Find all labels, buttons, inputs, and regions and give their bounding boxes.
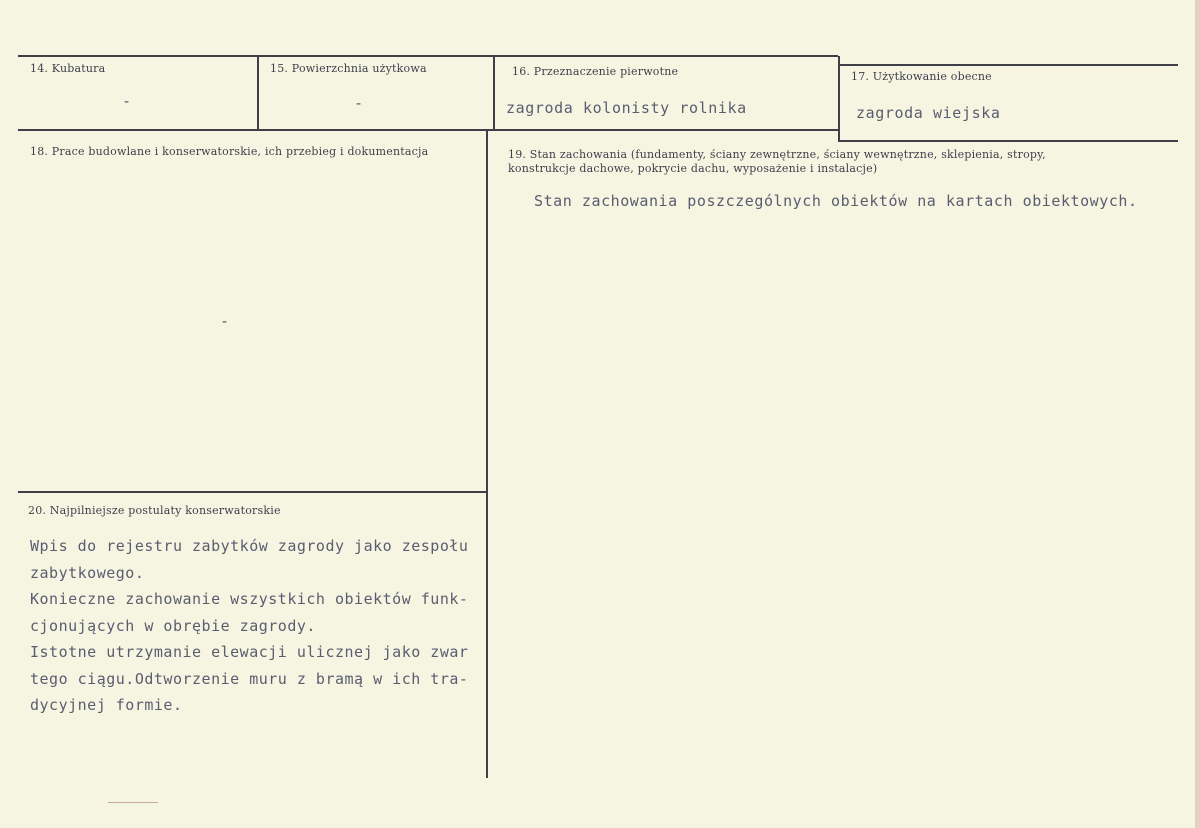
field-16-label: 16. Przeznaczenie pierwotne — [512, 65, 679, 78]
field-18-value: - — [220, 312, 230, 330]
divider-15-16 — [493, 56, 495, 130]
postulate-line: cjonujących w obrębie zagrody. — [30, 616, 316, 635]
field-20-postulates — [30, 533, 468, 719]
divider-14-15 — [257, 56, 259, 130]
field-19-label-line2: konstrukcje dachowe, pokrycie dachu, wyposażenie i instalacje) — [508, 162, 878, 175]
field-19-value: Stan zachowania poszczególnych obiektów na kartach obiektowych. — [534, 192, 1138, 210]
postulate-line: Konieczne zachowanie wszystkich obiektów funk- — [30, 590, 469, 608]
postulate-line: zabytkowego. — [30, 563, 145, 582]
divider-16-17 — [838, 56, 840, 142]
postulate-line: Wpis do rejestru zabytków zagrody jako zespołu — [30, 537, 469, 555]
field-15-label: 15. Powierzchnia użytkowa — [270, 62, 427, 75]
divider-left-right-column — [486, 130, 488, 778]
middle-rule-right — [838, 140, 1178, 142]
field-15-value: - — [354, 94, 364, 112]
ink-stain-mark — [108, 802, 158, 803]
top-rule — [18, 55, 838, 57]
field-14-label: 14. Kubatura — [30, 62, 106, 75]
top-rule-right — [838, 64, 1178, 66]
section-20-rule — [18, 491, 488, 493]
postulate-line: dycyjnej formie. — [30, 696, 183, 714]
page-edge — [1195, 0, 1199, 828]
field-19-label-line1: 19. Stan zachowania (fundamenty, ściany zewnętrzne, ściany wewnętrzne, sklepienia, stropy, — [508, 148, 1046, 161]
postulate-line: Istotne utrzymanie elewacji ulicznej jako zwar — [30, 643, 469, 661]
postulate-line: tego ciągu.Odtworzenie muru z bramą w ich tra- — [30, 669, 469, 688]
middle-rule-left — [18, 129, 840, 131]
field-17-value: zagroda wiejska — [856, 104, 1001, 122]
field-20-label: 20. Najpilniejsze postulaty konserwatorskie — [28, 504, 281, 517]
field-18-label: 18. Prace budowlane i konserwatorskie, ich przebieg i dokumentacja — [30, 145, 429, 158]
field-16-value: zagroda kolonisty rolnika — [506, 99, 747, 117]
field-17-label: 17. Użytkowanie obecne — [851, 70, 992, 83]
field-14-value: - — [122, 92, 132, 110]
